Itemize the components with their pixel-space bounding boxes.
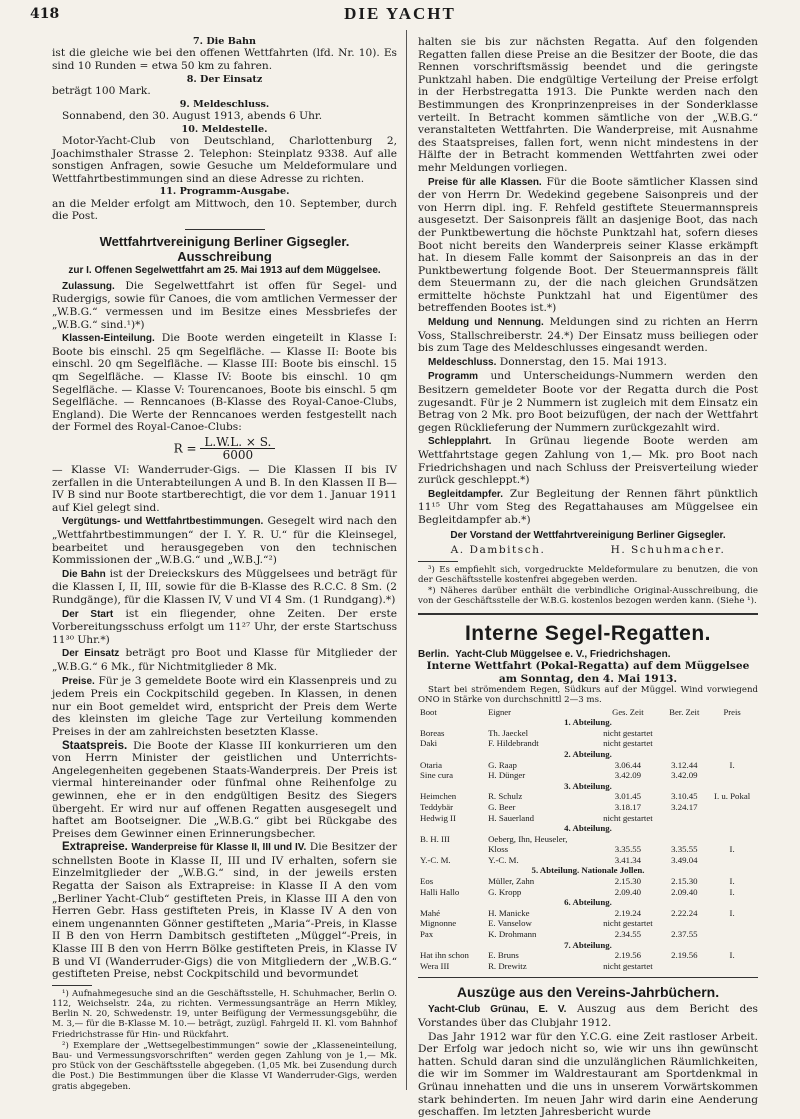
cell-eigner: G. Beer <box>488 801 516 812</box>
section-divider <box>418 613 758 615</box>
cell-ber-zeit: 3.12.44 <box>671 759 698 770</box>
cell-boot: Hedwig II <box>420 812 456 823</box>
left-column <box>52 36 397 1092</box>
results-table <box>418 707 758 972</box>
bahn-lead: Die Bahn <box>62 568 106 580</box>
footnote-3: ³) Es empfiehlt sich, vorgedruckte Meldeformulare zu benutzen, die von der Geschäftsstelle kostenfrei abgegeben werden. <box>418 564 758 585</box>
results-group-title: 7. Abteilung. <box>564 939 612 950</box>
cell-ges-zeit: 3.42.09 <box>614 770 642 781</box>
cell-eigner: G. Raap <box>488 759 517 770</box>
cell-boot: Teddybär <box>420 801 454 812</box>
meldeschluss-text: Donnerstag, den 15. Mai 1913. <box>499 355 667 368</box>
interne-subtitle-2: am Sonntag, den 4. Mai 1913. <box>498 672 678 685</box>
bahn-text: ist der Dreieckskurs des Müggelsees und beträgt für die Klassen I, II, III, sowie für die B-Klasse des R.C.C. 8 Sm. (2 Rundgänge), für die Klassen IV, V und VI 4 Sm. (1 Rundgang).*) <box>52 567 398 606</box>
footnote-rule <box>52 985 92 986</box>
cell-boot: B. H. III <box>420 833 450 844</box>
cell-eigner: H. Sauerland <box>488 812 534 823</box>
cell-boot: Hat ihn schon <box>420 950 469 961</box>
programm-para <box>418 370 758 434</box>
cell-ber-zeit: 3.35.55 <box>671 844 698 855</box>
schleppfahrt-para <box>418 435 758 486</box>
section-9-text: Sonnabend, den 30. August 1913, abends 6 Uhr. <box>62 110 323 122</box>
start-lead: Der Start <box>62 608 114 620</box>
cell-ges-zeit: nicht gestartet <box>603 960 653 971</box>
cell-ges-zeit: 2.19.24 <box>614 907 642 918</box>
table-row <box>418 908 758 919</box>
meldeschluss-lead: Meldeschluss. <box>428 356 497 368</box>
programm-text: und Unterscheidungs-Nummern werden den Besitzern gemeldeter Boote vor der Regatta durch die Post zugesandt. Für je 2 Nummern ist zugleich mit dem Einsatz ein Betrag von 2 Mk. pro Boot beizufügen, der nach der Wettfahrt gegen Rücklieferung der Nummern zurückgezahlt wird. <box>418 370 759 434</box>
cell-preis <box>706 929 758 940</box>
cell-eigner: R. Schulz <box>488 791 523 802</box>
zulassung-lead: Zulassung. <box>62 280 115 292</box>
footnote-2: ²) Exemplare der „Wettsegelbestimmungen“ sowie der „Klasseneinteilung, Bau- und Vermessungsvorschriften“ werden gegen Zahlung von je 1,— Mk. pro Stück von der Geschäftsstelle abgegeben. (1,05 Mk. bei Zusendung durch die Post.) Die Bestimmungen über die Klasse VI Wanderruder-Gigs, werden gratis abgegeben. <box>52 1040 397 1092</box>
signature-schuhmacher: H. Schuhmacher. <box>610 544 726 557</box>
cell-ges-zeit: 2.09.40 <box>614 886 642 897</box>
grunau-para <box>418 1003 758 1029</box>
zulassung-para <box>52 280 397 331</box>
einsatz-text: beträgt pro Boot und Klasse für Mitglieder der „W.B.G.“ 6 Mk., für Nichtmitglieder 8 Mk. <box>52 647 397 673</box>
cell-ges-zeit <box>593 834 662 845</box>
cell-ber-zeit: 3.42.09 <box>671 770 698 781</box>
results-group-row <box>418 749 758 760</box>
formula-fraction <box>200 436 275 462</box>
column-divider <box>406 30 407 1090</box>
regatta-line: zur I. Offenen Segelwettfahrt am 25. Mai 1913 auf dem Müggelsee. <box>68 265 381 277</box>
cell-preis: I. <box>729 759 735 770</box>
section-divider <box>185 229 265 230</box>
col-header-ber-zeit: Ber. Zeit <box>669 706 700 717</box>
table-row <box>418 770 758 781</box>
table-row <box>418 791 758 802</box>
cell-boot: Eos <box>420 876 434 887</box>
cell-ges-zeit: 3.06.44 <box>614 759 642 770</box>
table-row <box>418 834 758 845</box>
table-row <box>418 802 758 813</box>
col-header-ges-zeit: Ges. Zeit <box>612 706 644 717</box>
col-header-preis: Preis <box>723 706 741 717</box>
section-7-text: ist die gleiche wie bei den offenen Wettfahrten (lfd. Nr. 10). Es sind 10 Runden = etwa 50 km zu fahren. <box>52 47 397 72</box>
cell-eigner: R. Drewitz <box>488 960 527 971</box>
begleitdampfer-lead: Begleitdampfer. <box>428 488 504 500</box>
section-10-title: 10. Meldestelle. <box>181 123 268 135</box>
cell-ges-zeit: nicht gestartet <box>603 727 653 738</box>
cell-preis <box>706 855 758 866</box>
cell-boot: Wera III <box>420 960 450 971</box>
footnote-4: *) Näheres darüber enthält die verbindliche Original-Ausschreibung, die von der Geschäftsstelle der W.B.G. kostenlos bezogen werden kann. (Siehe ¹). <box>418 586 758 607</box>
cell-preis <box>706 834 758 845</box>
einsatz-lead: Der Einsatz <box>62 648 120 660</box>
berlin-lead: Berlin. <box>418 648 450 660</box>
results-header-row <box>418 707 758 718</box>
results-group-row <box>418 940 758 951</box>
cell-ges-zeit: 3.01.45 <box>614 791 642 802</box>
cell-boot: Boreas <box>420 727 445 738</box>
cell-preis: I. <box>729 950 735 961</box>
section-divider <box>418 977 758 978</box>
formula-denominator: 6000 <box>222 448 254 463</box>
cell-eigner: H. Dünger <box>488 770 526 781</box>
preise-alle-klassen-lead: Preise für alle Klassen. <box>428 176 542 188</box>
cell-ber-zeit <box>662 738 706 749</box>
schleppfahrt-lead: Schlepplahrt. <box>428 436 492 448</box>
table-row <box>418 760 758 771</box>
cell-ber-zeit <box>662 918 706 929</box>
formula-lhs: R = <box>173 441 197 456</box>
signature-dambitsch: A. Dambitsch. <box>450 544 546 557</box>
cell-preis <box>706 802 758 813</box>
club-subheading: Ausschreibung <box>177 248 272 264</box>
cell-ges-zeit: nicht gestartet <box>603 918 653 929</box>
cell-boot: Mignonne <box>420 918 457 929</box>
table-row <box>418 855 758 866</box>
staatspreis-para <box>52 740 397 841</box>
cell-ber-zeit: 3.10.45 <box>671 791 698 802</box>
cell-eigner: H. Manicke <box>488 907 530 918</box>
schleppfahrt-text: In Grünau liegende Boote werden am Wettfahrtstage gegen Zahlung von 1,— Mk. pro Boot nach Friedrichshagen und nach Schluss der Preisverteilung wieder zurück geschleppt.*) <box>418 435 758 487</box>
results-group-row <box>418 865 758 876</box>
results-group-title: 6. Abteilung. <box>564 897 612 908</box>
cell-boot: Heimchen <box>420 791 457 802</box>
formula-numerator: L.W.L. × S. <box>200 436 275 450</box>
table-row <box>418 961 758 972</box>
extrapreise-lead: Extrapreise. <box>62 841 128 854</box>
verguetung-para <box>52 515 397 566</box>
extrapreise-text: Die Besitzer der schnellsten Boote in Klasse II, III und IV erhalten, sofern sie Einzelmitglieder der „W.B.G.“ sind, in der jeweils ersten Regatta der Saison als Extrapreise: in Klasse II A den vom „Berliner Yacht-Club“ gestifteten Preis, in Klasse III A den von Herren Gebr. Hass gestifteten Preis, in Klasse IV A den von einem ungenannten Gönner gestifteten „Maria“-Preis, in Klasse II B den von Herrn Dambitsch gestifteten „Müggel“-Preis, in Klasse III B den von Herrn Bölke gestifteten Preis, in Klasse IV B und VI (Wanderruder-Gigs) die von Mitgliedern der „W.B.G.“ gestifteten Preise, nebst Cockpitschild und bevormundet <box>52 841 398 981</box>
cell-ges-zeit: 3.18.17 <box>614 801 642 812</box>
club-heading: Wettfahrtvereinigung Berliner Gigsegler. <box>99 233 350 249</box>
results-group-title: 5. Abteilung. Nationale Jollen. <box>531 865 645 876</box>
cell-ges-zeit: 2.15.30 <box>614 876 642 887</box>
cell-ber-zeit <box>662 728 706 739</box>
preise-text: Für je 3 gemeldete Boote wird ein Klassenpreis und zu jedem Preis ein Cockpitschild gegeben. In Klassen, in denen nur ein Boot gemeldet wird, entspricht der Preis dem Werte des kleinsten im gleiche Tage zur Verteilung kommenden Preises in der am zahlreichsten besetzten Klasse. <box>52 674 397 738</box>
extrapreise-lead2: Wanderpreise für Klasse II, III und IV. <box>131 842 307 854</box>
begleitdampfer-para <box>418 488 758 527</box>
cell-boot: Sine cura <box>420 770 453 781</box>
table-row <box>418 887 758 898</box>
footnote-rule <box>418 561 458 562</box>
preise-lead: Preise. <box>62 675 95 687</box>
cell-preis <box>706 770 758 781</box>
results-group-title: 3. Abteilung. <box>564 780 612 791</box>
col-header-eigner: Eigner <box>488 706 511 717</box>
table-row <box>418 844 758 855</box>
grunau-text: Das Jahr 1912 war für den Y.C.G. eine Zeit rastloser Arbeit. Der Erfolg war jedoch nicht so, wie wir uns ihn gewünscht hatten. Schuld daran sind die unzulänglichen Räumlichkeiten, die wir im Sommer im Waldrestaurant am Sportdenkmal in Grünau innehatten und die uns in unserem Vorwärtskommen stark behinderten. Im neuen Jahr wird darin eine Aenderung geschaffen. Im letzten Jahresbericht wurde <box>418 1030 758 1119</box>
cell-ges-zeit: 3.35.55 <box>614 844 642 855</box>
cell-boot: Y.-C. M. <box>420 854 451 865</box>
cell-ges-zeit: 2.34.55 <box>614 929 642 940</box>
section-10-text: Motor-Yacht-Club von Deutschland, Charlottenburg 2, Joachimsthaler Strasse 2. Telephon: Steinplatz 9338. Auf alle sonstigen Anfragen, sowie Gesuche um Meldeformulare und Wettfahrtbestimmungen sind an diese Adresse zu richten. <box>52 135 397 185</box>
start-text: ist ein fliegender, ohne Zeiten. Der erste Vorbereitungsschuss erfolgt um 11²⁷ Uhr, der erste Startschuss 11³⁰ Uhr.*) <box>52 607 397 646</box>
section-11-title: 11. Programm-Ausgabe. <box>159 186 290 198</box>
meldung-para <box>418 316 758 355</box>
vorstand-line: Der Vorstand der Wettfahrtvereinigung Berliner Gigsegler. <box>450 529 726 541</box>
results-group-row <box>418 897 758 908</box>
auszug-heading: Auszüge aus den Vereins-Jahrbüchern. <box>456 984 720 1001</box>
cell-eigner: Oeberg, Ihn, Heuseler, <box>488 833 568 844</box>
table-row <box>418 950 758 961</box>
footnote-1: ¹) Aufnahmegesuche sind an die Geschäftsstelle, H. Schuhmacher, Berlin O. 112, Weichselstr. 24a, zu richten. Vermessungsanträge an Herrn Mikley, Berlin N. 20, Schwedenstr. 19, unter Beifügung der Vermessungsgebühr, die M. 3,— für die B-Klasse M. 10.— beträgt, zuzügl. Fahrgeld II. Kl. vom Bahnhof Friedrichstrasse für Hin- und Rückfahrt. <box>52 988 397 1040</box>
section-9-title: 9. Meldeschluss. <box>179 98 270 110</box>
results-group-title: 4. Abteilung. <box>564 823 612 834</box>
cell-preis: I. <box>729 876 735 887</box>
wanderpreis-continued: halten sie bis zur nächsten Regatta. Auf den folgenden Regatten fallen diese Preise an die Besitzer der Boote, die das Rennen vorschriftsmässig beendet und die geringste Punktzahl haben. Die endgültige Verteilung der Preise erfolgt in der Herbstregatta 1913. Die Punkte werden nach den Bestimmungen des Kronprinzenpreises in der Sonderklasse verteilt. In Betracht kommen sämtliche von der „W.B.G.“ veranstalteten Wettfahrten. Die Wanderpreise, mit Ausnahme des Staatspreises, fallen fort, wenn nicht mindestens in der Hälfte der in Betracht kommenden Wettfahrten zwei oder mehr Meldungen vorliegen. <box>418 36 758 174</box>
cell-ber-zeit: 2.37.55 <box>671 929 698 940</box>
cell-eigner: Y.-C. M. <box>488 854 519 865</box>
cell-eigner: K. Drohmann <box>488 929 537 940</box>
cell-boot: Pax <box>420 929 434 940</box>
table-row <box>418 918 758 929</box>
cell-ber-zeit: 2.15.30 <box>671 876 698 887</box>
cell-eigner: Th. Jaeckel <box>488 727 529 738</box>
grunau-lead: Yacht-Club Grünau, E. V. <box>428 1004 567 1016</box>
cell-ges-zeit: nicht gestartet <box>603 738 653 749</box>
cell-eigner: F. Hildebrandt <box>488 738 539 749</box>
cell-ber-zeit <box>662 961 706 972</box>
klassen-text: Die Boote werden eingeteilt in Klasse I: Boote bis einschl. 25 qm Segelfläche. — Klasse II: Boote bis einschl. 20 qm Segelfläche. — Klasse III: Boote bis einschl. 15 qm Segelfläche. — Klasse IV: Boote bis einschl. 10 qm Segelfläche. — Klasse V: Tourencanoes, Boote bis einschl. 5 qm Segelfläche. — Renncanoes (B-Klasse des Royal-Canoe-Clubs, England). Die Werte der Renncanoes werden festgestellt nach der Formel des Royal-Canoe-Clubs: <box>52 332 397 434</box>
interne-subtitle-1: Interne Wettfahrt (Pokal-Regatta) auf dem Müggelsee <box>426 659 750 672</box>
cell-eigner: G. Kropp <box>488 886 522 897</box>
berlin-club: Yacht-Club Müggelsee e. V., Friedrichshagen. <box>455 648 671 660</box>
cell-eigner: Müller, Zahn <box>488 876 535 887</box>
interne-heading: Interne Segel-Regatten. <box>464 621 712 645</box>
right-column <box>418 36 759 1119</box>
cell-boot: Daki <box>420 738 438 749</box>
cell-ber-zeit: 2.22.24 <box>671 907 698 918</box>
cell-boot: Mahé <box>420 907 441 918</box>
page-number: 418 <box>30 6 60 22</box>
cell-boot <box>418 844 486 855</box>
section-8-title: 8. Der Einsatz <box>186 73 263 85</box>
verguetung-lead: Vergütungs- und Wettfahrtbestimmungen. <box>62 516 264 528</box>
cell-preis <box>706 918 758 929</box>
verguetung-text: Gesegelt wird nach den „Wettfahrtbestimmungen“ der I. Y. R. U.“ für die Kleinsegel, bearbeitet und herausgegeben von den technischen Kommissionen der „W.B.G.“ und „W.B.J.“²) <box>52 515 397 567</box>
col-header-boot: Boot <box>420 706 437 717</box>
cell-ber-zeit: 2.09.40 <box>671 886 698 897</box>
results-group-title: 1. Abteilung. <box>564 717 612 728</box>
cell-ber-zeit: 3.24.17 <box>671 801 698 812</box>
cell-preis <box>706 728 758 739</box>
cell-eigner: Kloss <box>488 844 509 855</box>
cell-preis <box>706 961 758 972</box>
meldung-lead: Meldung und Nennung. <box>428 317 544 329</box>
table-row <box>418 876 758 887</box>
cell-preis: I. <box>729 907 735 918</box>
table-row <box>418 728 758 739</box>
klassen-para <box>52 332 397 434</box>
results-body <box>418 717 758 971</box>
table-row <box>418 813 758 824</box>
cell-eigner: E. Vanselow <box>488 918 532 929</box>
bahn-para <box>52 568 397 607</box>
zulassung-text: Die Segelwettfahrt ist offen für Segel- und Rudergigs, sowie für Canoes, die vom amtlichen Vermesser der „W.B.G.“ vermessen und im Besitze eines Messbriefes der „W.B.G.“ sind.¹)*) <box>52 279 397 331</box>
page-header <box>30 6 770 28</box>
cell-ges-zeit: nicht gestartet <box>603 812 653 823</box>
preise-para <box>52 675 397 739</box>
meldeschluss-para <box>418 356 758 370</box>
rating-formula <box>52 436 397 462</box>
cell-preis: I. u. Pokal <box>714 791 751 802</box>
cell-boot: Otaria <box>420 759 442 770</box>
results-group-row <box>418 823 758 834</box>
cell-preis: I. <box>729 886 735 897</box>
cell-preis: I. <box>729 844 735 855</box>
journal-title: DIE YACHT <box>344 4 456 23</box>
cell-preis <box>706 813 758 824</box>
preise-alle-klassen-para <box>418 176 758 316</box>
section-7-title: 7. Die Bahn <box>192 36 257 47</box>
einsatz-para <box>52 647 397 673</box>
start-para <box>52 608 397 647</box>
cell-ber-zeit: 3.49.04 <box>671 854 698 865</box>
table-row <box>418 929 758 940</box>
signatures <box>418 544 758 557</box>
staatspreis-lead: Staatspreis. <box>62 739 128 752</box>
results-group-row <box>418 781 758 792</box>
extrapreise-para <box>52 841 397 981</box>
cell-ber-zeit: 2.19.56 <box>671 950 698 961</box>
cell-ges-zeit: 2.19.56 <box>614 950 642 961</box>
cell-boot: Halli Hallo <box>420 886 460 897</box>
meldung-text: Meldungen sind zu richten an Herrn Voss, Stallschreiberstr. 24.*) Der Einsatz muss beiliegen oder bis zum Tage des Meldeschlusses eingesandt werden. <box>418 316 758 355</box>
klasse6-text: — Klasse VI: Wanderruder-Gigs. — Die Klassen II bis IV zerfallen in die Unterabteilungen A und B. In den Klassen II B—IV B sind nur Boote startberechtigt, die vor dem 1. Januar 1911 auf Kiel gelegt sind. <box>52 464 397 514</box>
results-group-title: 2. Abteilung. <box>564 748 612 759</box>
cell-ber-zeit <box>662 834 706 845</box>
cell-eigner: E. Bruns <box>488 950 519 961</box>
table-row <box>418 738 758 749</box>
section-11-text: an die Melder erfolgt am Mittwoch, den 10. September, durch die Post. <box>52 197 397 223</box>
berlin-line <box>418 649 758 660</box>
race-conditions: Start bei strömendem Regen, Südkurs auf der Müggel. Wind vorwiegend ONO in Stärke von durchschnittl 2—3 ms. <box>418 685 758 706</box>
staatspreis-text: Die Boote der Klasse III konkurrieren um den von Herrn Minister der geistlichen und Unterrichts-Angelegenheiten gegebenen Staats-Wanderpreis. Der Preis ist viermal hintereinander oder fünfmal ohne Reihenfolge zu gewinnen, ehe er in den endgültigen Besitz des Siegers übergeht. Er wird nur auf offenen Regatten ausgesegelt und haftet am Bootseigner. Die „W.B.G.“ gibt bei Rückgabe des Preises dem Gewinner einen Erinnerungsbecher. <box>52 739 397 840</box>
grunau-intro: Auszug aus dem Bericht des Vorstandes über das Clubjahr 1912. <box>418 1003 758 1029</box>
cell-ber-zeit <box>662 813 706 824</box>
cell-ges-zeit: 3.41.34 <box>614 854 642 865</box>
begleitdampfer-text: Zur Begleitung der Rennen fährt pünktlich 11¹⁵ Uhr vom Steg des Regattahauses am Müggelsee ein Begleitdampfer ab.*) <box>418 487 758 526</box>
results-group-row <box>418 717 758 728</box>
programm-lead: Programm <box>428 371 479 383</box>
section-8-text: beträgt 100 Mark. <box>52 85 151 97</box>
preise-alle-klassen-text: Für die Boote sämtlicher Klassen sind der von Herrn Dr. Wedekind gegebene Saisonpreis und der von Herrn dipl. ing. F. Rehfeld gestiftete Steuermannspreis ausgesetzt. Der Saisonpreis fällt an dasjenige Boot, das nach der Punktbewertung die höchste Punktzahl hat, sofern dieses Boot nicht bereits den Wanderpreis seiner Klasse erkämpft hat. In diesem Falle kommt der Saisonpreis an das in der Punktbewertung folgende Boot. Der Steuermannspreis fällt dem Steuermann zu, der die nach gleichen Grundsätzen ermittelte höchste Punktzahl hat und Eigentümer des betreffenden Bootes ist.*) <box>418 175 758 315</box>
cell-preis <box>706 738 758 749</box>
klassen-lead: Klassen-Einteilung. <box>62 333 155 345</box>
